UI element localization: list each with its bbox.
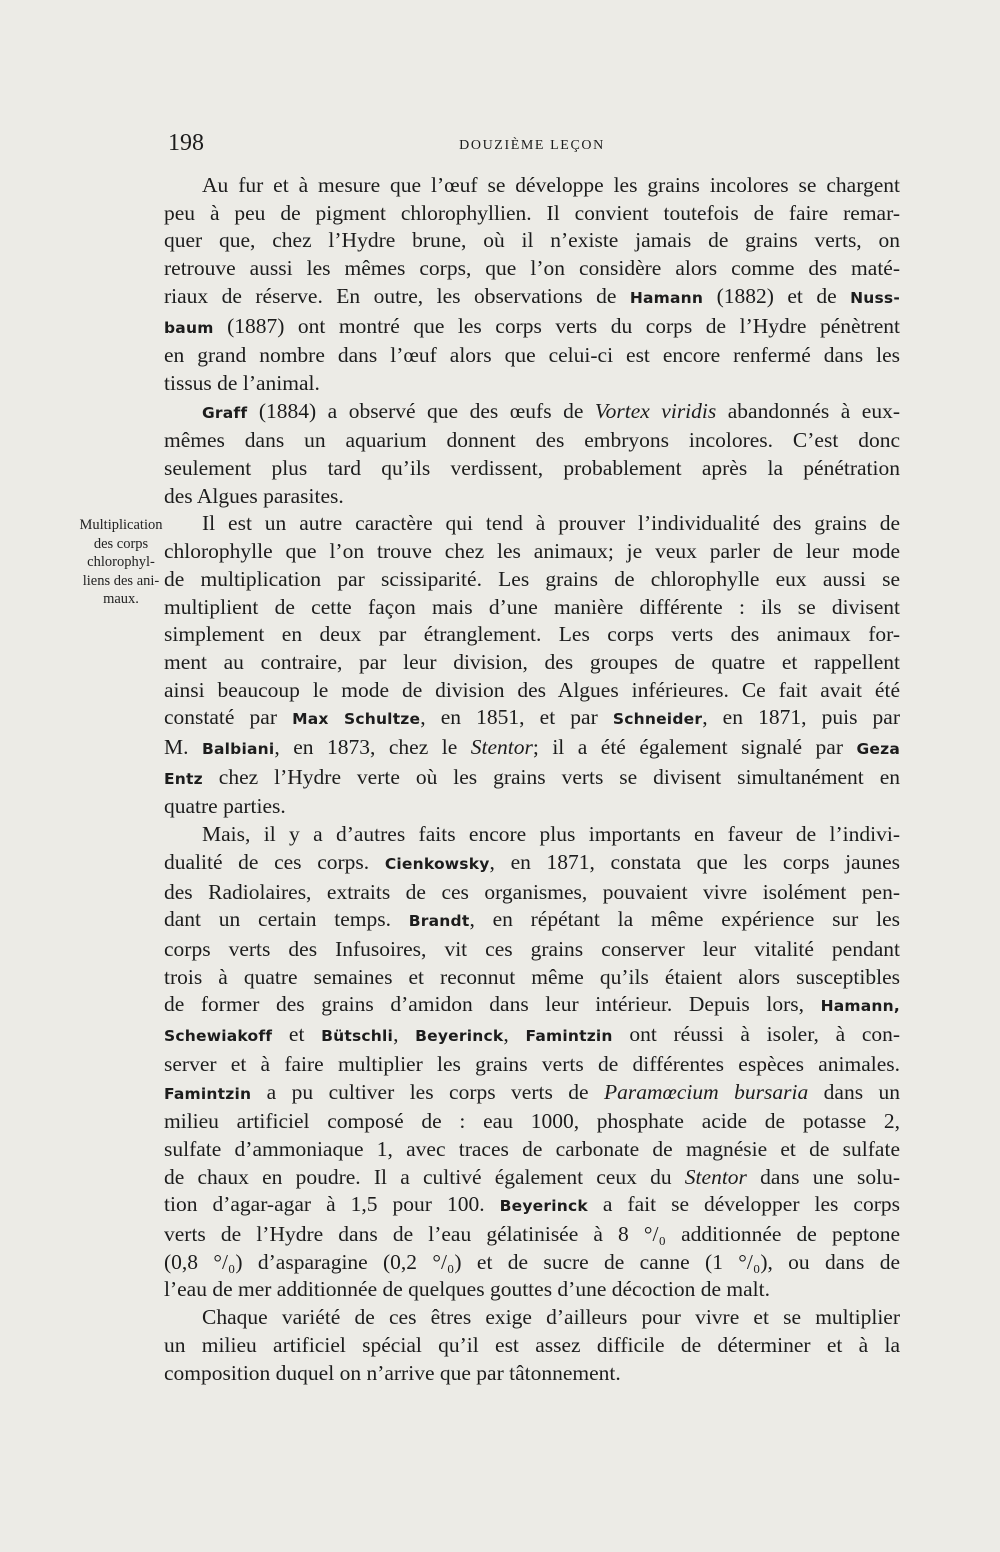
text-run: quer que, chez l’Hydre brune, où il n’existe jamais de grains verts, on xyxy=(164,228,900,253)
text-run: chez l’Hydre verte où les grains verts se divisent simultanément en xyxy=(202,764,900,789)
text-line xyxy=(164,283,900,313)
text-line xyxy=(164,1221,900,1249)
text-run: , en 1871, puis par xyxy=(702,705,901,730)
text-line xyxy=(164,906,900,936)
text-run: server et à faire multiplier les grains verts de différentes espèces animales. xyxy=(164,1051,900,1076)
text-run: a pu cultiver les corps verts de xyxy=(251,1079,605,1104)
author-name: Geza xyxy=(856,740,900,759)
text-line xyxy=(164,734,900,764)
page-number: 198 xyxy=(168,130,204,156)
author-name: Schewiakoff xyxy=(164,1027,273,1046)
text-run: Il est un autre caractère qui tend à prouver l’individualité des grains de xyxy=(202,511,900,536)
text-run: seulement plus tard qu’ils verdissent, probablement après la pénétration xyxy=(164,456,900,481)
text-line xyxy=(164,370,900,398)
text-run: ont réussi à isoler, à con- xyxy=(612,1022,901,1047)
text-run: (0,8 °/₀) d’asparagine (0,2 °/₀) et de sucre de canne (1 °/₀), ou dans de xyxy=(164,1249,900,1274)
text-run: trois à quatre semaines et reconnut même qu’ils étaient alors susceptibles xyxy=(164,964,900,989)
text-line xyxy=(164,621,900,649)
author-name: Beyerinck xyxy=(499,1197,588,1216)
text-run: un milieu artificiel spécial qu’il est assez difficile de déterminer et à la xyxy=(164,1332,900,1357)
paragraph-p4 xyxy=(164,821,900,1304)
text-line xyxy=(164,1360,900,1388)
text-run: Chaque variété de ces êtres exige d’ailleurs pour vivre et se multiplier xyxy=(202,1305,900,1330)
text-run: ; il a été également signalé par xyxy=(532,735,857,760)
text-line xyxy=(164,677,900,705)
text-run: de multiplication par scissiparité. Les grains de chlorophylle eux aussi se xyxy=(164,566,900,591)
text-line xyxy=(164,313,900,343)
paragraph-p2 xyxy=(164,398,900,511)
text-line xyxy=(164,455,900,483)
author-name: Hamann xyxy=(629,288,704,307)
text-run: , xyxy=(503,1022,526,1047)
text-line xyxy=(164,1249,900,1277)
text-line xyxy=(164,427,900,455)
text-run: dans une solu- xyxy=(746,1164,901,1189)
text-run: quatre parties. xyxy=(164,794,286,819)
text-run: Mais, il y a d’autres faits encore plus importants en faveur de l’indivi- xyxy=(202,822,900,847)
text-run: de chaux en poudre. Il a cultivé également ceux du xyxy=(164,1164,685,1189)
text-run: des Algues parasites. xyxy=(164,483,344,508)
text-line xyxy=(164,594,900,622)
text-line xyxy=(164,1191,900,1221)
margin-note-line: maux. xyxy=(103,591,139,607)
text-line xyxy=(164,879,900,907)
text-line xyxy=(164,1164,900,1192)
text-line xyxy=(164,1304,900,1332)
text-run: peu à peu de pigment chlorophyllien. Il convient toutefois de faire remar- xyxy=(164,200,900,225)
margin-note-line: Multiplication xyxy=(79,517,163,533)
running-head: DOUZIÈME LEÇON xyxy=(459,138,605,153)
page-header xyxy=(164,130,900,164)
paragraph-p1 xyxy=(164,172,900,398)
text-run: de former des grains d’amidon dans leur intérieur. Depuis lors, xyxy=(164,992,821,1017)
text-run: sulfate d’ammoniaque 1, avec traces de carbonate de magnésie et de sulfate xyxy=(164,1136,900,1161)
author-name: Graff xyxy=(202,403,248,422)
author-name: Bütschli xyxy=(321,1027,394,1046)
text-line xyxy=(164,1136,900,1164)
body-text xyxy=(164,172,900,1387)
text-run: Au fur et à mesure que l’œuf se développe les grains incolores se chargent xyxy=(202,173,900,197)
text-line xyxy=(164,849,900,879)
taxon-name: Stentor xyxy=(684,1164,747,1189)
author-name: Schneider xyxy=(612,710,703,729)
margin-note-line: liens des ani- xyxy=(82,572,160,589)
text-line xyxy=(164,936,900,964)
text-line xyxy=(164,227,900,255)
text-line xyxy=(164,255,900,283)
taxon-name: Paramœcium bursaria xyxy=(604,1079,809,1104)
text-run: , xyxy=(393,1022,416,1047)
text-run: , en 1871, constata que les corps jaunes xyxy=(489,849,901,874)
author-name: Famintzin xyxy=(525,1027,613,1046)
text-run: mêmes dans un aquarium donnent des embryons incolores. C’est donc xyxy=(164,428,900,453)
paragraph-p5 xyxy=(164,1304,900,1387)
author-name: Famintzin xyxy=(164,1084,252,1103)
text-run: des Radiolaires, extraits de ces organismes, pouvaient vivre isolément pen- xyxy=(164,879,900,904)
text-line xyxy=(164,200,900,228)
text-line xyxy=(164,964,900,992)
author-name: Cienkowsky xyxy=(384,854,490,873)
text-line xyxy=(164,172,900,200)
text-run: en grand nombre dans l’œuf alors que celui-ci est encore renfermé dans les xyxy=(164,343,900,368)
margin-note-line: des corps xyxy=(93,535,149,552)
author-name: Balbiani xyxy=(201,740,275,759)
text-line xyxy=(164,1276,900,1304)
taxon-name: Vortex viridis xyxy=(594,398,717,423)
text-line xyxy=(164,1079,900,1109)
text-run: constaté par xyxy=(164,705,293,730)
text-run: corps verts des Infusoires, vit ces grains conserver leur vitalité pendant xyxy=(164,936,900,961)
author-name: Beyerinck xyxy=(415,1027,504,1046)
text-line xyxy=(164,1021,900,1051)
text-line xyxy=(164,1332,900,1360)
text-run: abandonnés à eux- xyxy=(716,398,900,423)
author-name: Nuss- xyxy=(850,288,900,307)
text-line xyxy=(164,483,900,511)
text-line xyxy=(164,538,900,566)
text-run: dans un xyxy=(808,1079,900,1104)
text-line xyxy=(164,1108,900,1136)
text-line xyxy=(164,793,900,821)
paragraph-p3 xyxy=(164,510,900,821)
text-run: dant un certain temps. xyxy=(164,907,409,932)
author-name: baum xyxy=(164,318,214,337)
text-run: simplement en deux par étranglement. Les corps verts des animaux for- xyxy=(164,622,900,647)
text-run: et xyxy=(272,1022,322,1047)
text-run: (1882) et de xyxy=(703,283,851,308)
text-line xyxy=(164,510,900,538)
text-line xyxy=(164,1051,900,1079)
text-run: dualité de ces corps. xyxy=(164,849,385,874)
text-run: tissus de l’animal. xyxy=(164,370,320,395)
text-run: retrouve aussi les mêmes corps, que l’on considère alors comme des maté- xyxy=(164,256,900,281)
text-run: tion d’agar-agar à 1,5 pour 100. xyxy=(164,1192,500,1217)
text-run: chlorophylle que l’on trouve chez les animaux; je veux parler de leur mode xyxy=(164,539,900,564)
text-run: , en 1873, chez le xyxy=(274,735,471,760)
author-name: Hamann, xyxy=(820,997,900,1016)
author-name: Max Schultze xyxy=(292,710,421,729)
text-run: l’eau de mer additionnée de quelques gouttes d’une décoction de malt. xyxy=(164,1277,770,1302)
text-line xyxy=(164,991,900,1021)
text-line xyxy=(164,566,900,594)
text-line xyxy=(164,649,900,677)
text-run: (1887) ont montré que les corps verts du corps de l’Hydre pénètrent xyxy=(213,313,900,338)
text-run: multiplient de cette façon mais d’une manière différente : ils se divisent xyxy=(164,594,900,619)
text-run: (1884) a observé que des œufs de xyxy=(247,398,595,423)
text-run: M. xyxy=(164,735,202,760)
margin-note-line: chlorophyl- xyxy=(87,554,155,570)
text-line xyxy=(164,704,900,734)
text-run: milieu artificiel composé de : eau 1000, phosphate acide de potasse 2, xyxy=(164,1109,900,1134)
text-run: ainsi beaucoup le mode de division des Algues inférieures. Ce fait avait été xyxy=(164,677,900,702)
text-run: composition duquel on n’arrive que par tâtonnement. xyxy=(164,1360,621,1385)
text-line xyxy=(164,821,900,849)
text-run: ment au contraire, par leur division, des groupes de quatre et rappellent xyxy=(164,649,900,674)
text-run: , en 1851, et par xyxy=(420,705,613,730)
text-run: a fait se développer les corps xyxy=(587,1192,900,1217)
taxon-name: Stentor xyxy=(470,735,533,760)
text-line xyxy=(164,764,900,794)
text-run: riaux de réserve. En outre, les observations de xyxy=(164,283,630,308)
author-name: Entz xyxy=(164,769,203,788)
text-run: verts de l’Hydre dans de l’eau gélatinisée à 8 °/₀ additionnée de peptone xyxy=(164,1222,900,1247)
text-run: , en répétant la même expérience sur les xyxy=(469,907,900,932)
text-line xyxy=(164,398,900,428)
text-line xyxy=(164,342,900,370)
author-name: Brandt xyxy=(408,912,470,931)
